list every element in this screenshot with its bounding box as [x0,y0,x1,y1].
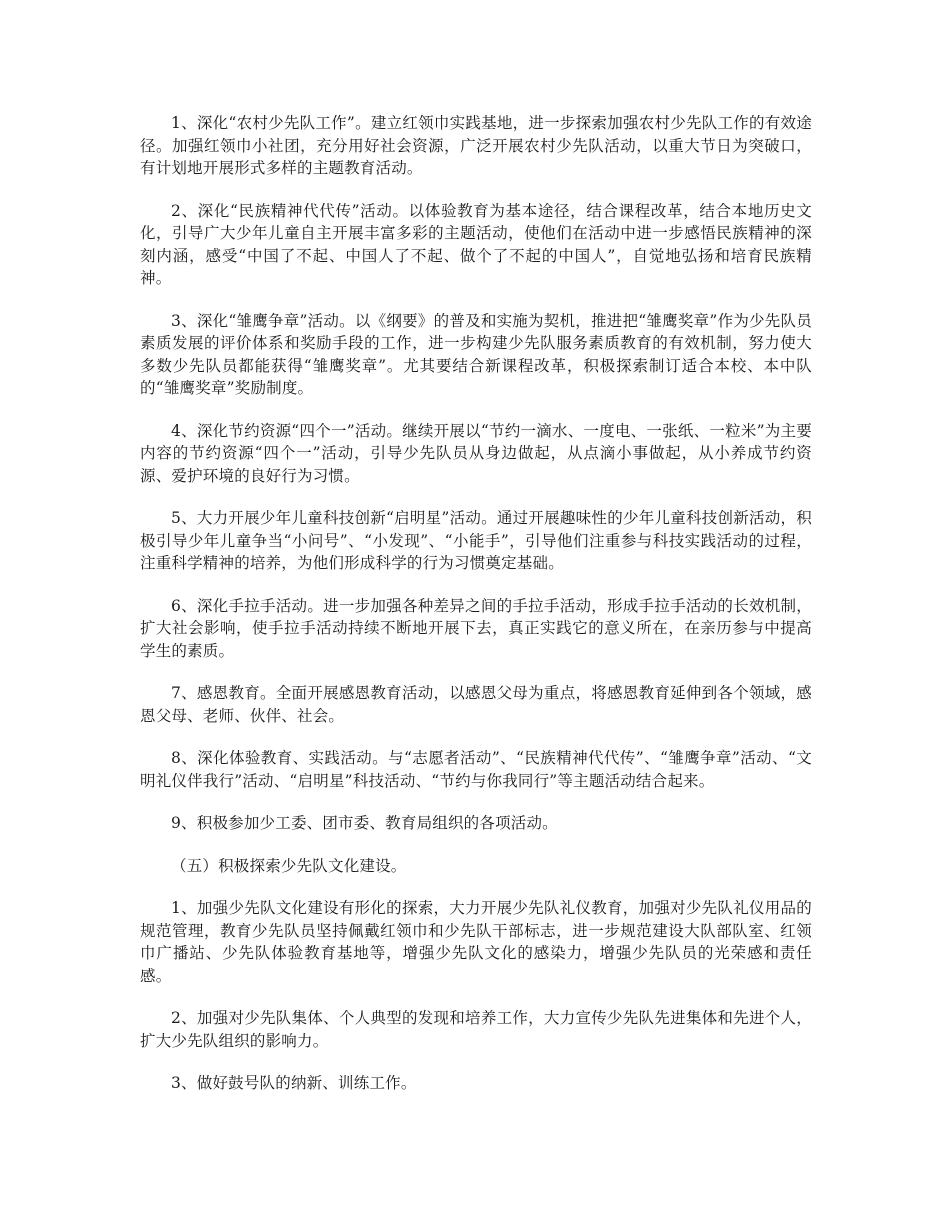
document-page [140,112,812,1115]
paragraph-rural-pioneer-work: 1、深化“农村少先队工作”。建立红领巾实践基地，进一步探索加强农村少先队工作的有效途径。加强红领巾小社团，充分用好社会资源，广泛开展农村少先队活动，以重大节日为突破口，有计划地开展形式多样的主题教育活动。 [140,114,812,177]
paragraph-hand-in-hand: 6、深化手拉手活动。进一步加强各种差异之间的手拉手活动，形成手拉手活动的长效机制，扩大社会影响，使手拉手活动持续不断地开展下去，真正实践它的意义所在，在亲历参与中提高学生的素质。 [140,596,812,660]
paragraph-save-resources: 4、深化节约资源“四个一”活动。继续开展以“节约一滴水、一度电、一张纸、一粒米”为主要内容的节约资源“四个一”活动，引导少先队员从身边做起，从点滴小事做起，从小养成节约资源、爱护环境的良好行为习惯。 [140,421,812,485]
section-heading-pioneer-culture: （五）积极探索少先队文化建设。 [171,856,407,875]
paragraph-national-spirit: 2、深化“民族精神代代传”活动。以体验教育为基本途径，结合课程改革，结合本地历史文化，引导广大少年儿童自主开展丰富多彩的主题活动，使他们在活动中进一步感悟民族精神的深刻内涵，感受“中国了不起、中国人了不起、做个了不起的中国人”，自觉地弘扬和培育民族精神。 [140,201,812,287]
paragraph-participate-activities: 9、积极参加少工委、团市委、教育局组织的各项活动。 [171,814,558,832]
paragraph-typical-models: 2、加强对少先队集体、个人典型的发现和培养工作，大力宣传少先队先进集体和先进个人，扩大少先队组织的影响力。 [140,1009,812,1050]
paragraph-experience-education: 8、深化体验教育、实践活动。与“志愿者活动”、“民族精神代代传”、“雏鹰争章”活动、“文明礼仪伴我行”活动、“启明星”科技活动、“节约与你我同行”等主题活动结合起来。 [140,749,812,790]
paragraph-eagle-badge: 3、深化“雏鹰争章”活动。以《纲要》的普及和实施为契机，推进把“雏鹰奖章”作为少先队员素质发展的评价体系和奖励手段的工作，进一步构建少先队服务素质教育的有效机制，努力使大多数少先队员都能获得“雏鹰奖章”。尤其要结合新课程改革，积极探索制订适合本校、本中队的“雏鹰奖章”奖励制度。 [140,311,812,397]
paragraph-gratitude-education: 7、感恩教育。全面开展感恩教育活动，以感恩父母为重点，将感恩教育延伸到各个领域，感恩父母、老师、伙伴、社会。 [140,684,812,725]
paragraph-culture-etiquette: 1、加强少先队文化建设有形化的探索，大力开展少先队礼仪教育，加强对少先队礼仪用品的规范管理，教育少先队员坚持佩戴红领巾和少先队干部标志，进一步规范建设大队部队室、红领巾广播站、少先队体验教育基地等，增强少先队文化的感染力，增强少先队员的光荣感和责任感。 [140,899,812,985]
paragraph-drum-team: 3、做好鼓号队的纳新、训练工作。 [171,1074,417,1092]
paragraph-morning-star-tech: 5、大力开展少年儿童科技创新“启明星”活动。通过开展趣味性的少年儿童科技创新活动，积极引导少年儿童争当“小问号”、“小发现”、“小能手”，引导他们注重参与科技实践活动的过程，注重科学精神的培养，为他们形成科学的行为习惯奠定基础。 [140,509,812,572]
